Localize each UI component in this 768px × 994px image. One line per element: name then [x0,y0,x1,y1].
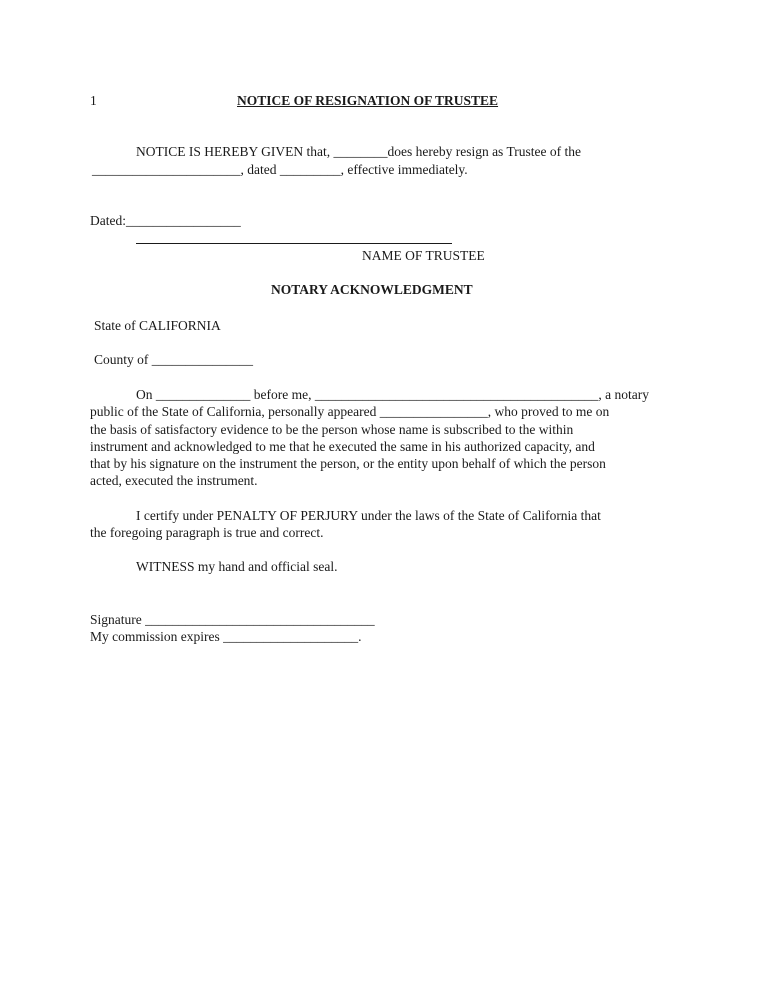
document-title: NOTICE OF RESIGNATION OF TRUSTEE [237,93,499,108]
witness-line: WITNESS my hand and official seal. [136,559,338,574]
acknowledgment-line-5: that by his signature on the instrument the person, or the entity upon behalf of which the person [90,456,606,471]
page-number: 1 [90,93,97,108]
trustee-name-label: NAME OF TRUSTEE [362,248,485,263]
signature-line: Signature __________________________________ [90,612,375,627]
acknowledgment-line-6: acted, executed the instrument. [90,473,258,488]
acknowledgment-line-1: On ______________ before me, __________________________________________, a notary [136,387,649,402]
commission-line: My commission expires ____________________. [90,629,362,644]
notice-line-1: NOTICE IS HEREBY GIVEN that, ________does hereby resign as Trustee of the [136,144,581,159]
county-line: County of _______________ [94,352,254,367]
trustee-signature-line [136,243,452,244]
certify-line-2: the foregoing paragraph is true and correct. [90,525,324,540]
notice-line-2: ______________________, dated _________, effective immediately. [92,162,468,177]
certify-line-1: I certify under PENALTY OF PERJURY under the laws of the State of California that [136,508,601,523]
acknowledgment-line-2: public of the State of California, personally appeared ________________, who proved to me on [90,404,610,419]
acknowledgment-line-3: the basis of satisfactory evidence to be the person whose name is subscribed to the within [90,422,574,437]
dated-line: Dated:_________________ [90,213,241,228]
state-line: State of CALIFORNIA [94,318,221,333]
notary-heading: NOTARY ACKNOWLEDGMENT [271,282,473,297]
acknowledgment-line-4: instrument and acknowledged to me that he executed the same in his authorized capacity, and [90,439,595,454]
